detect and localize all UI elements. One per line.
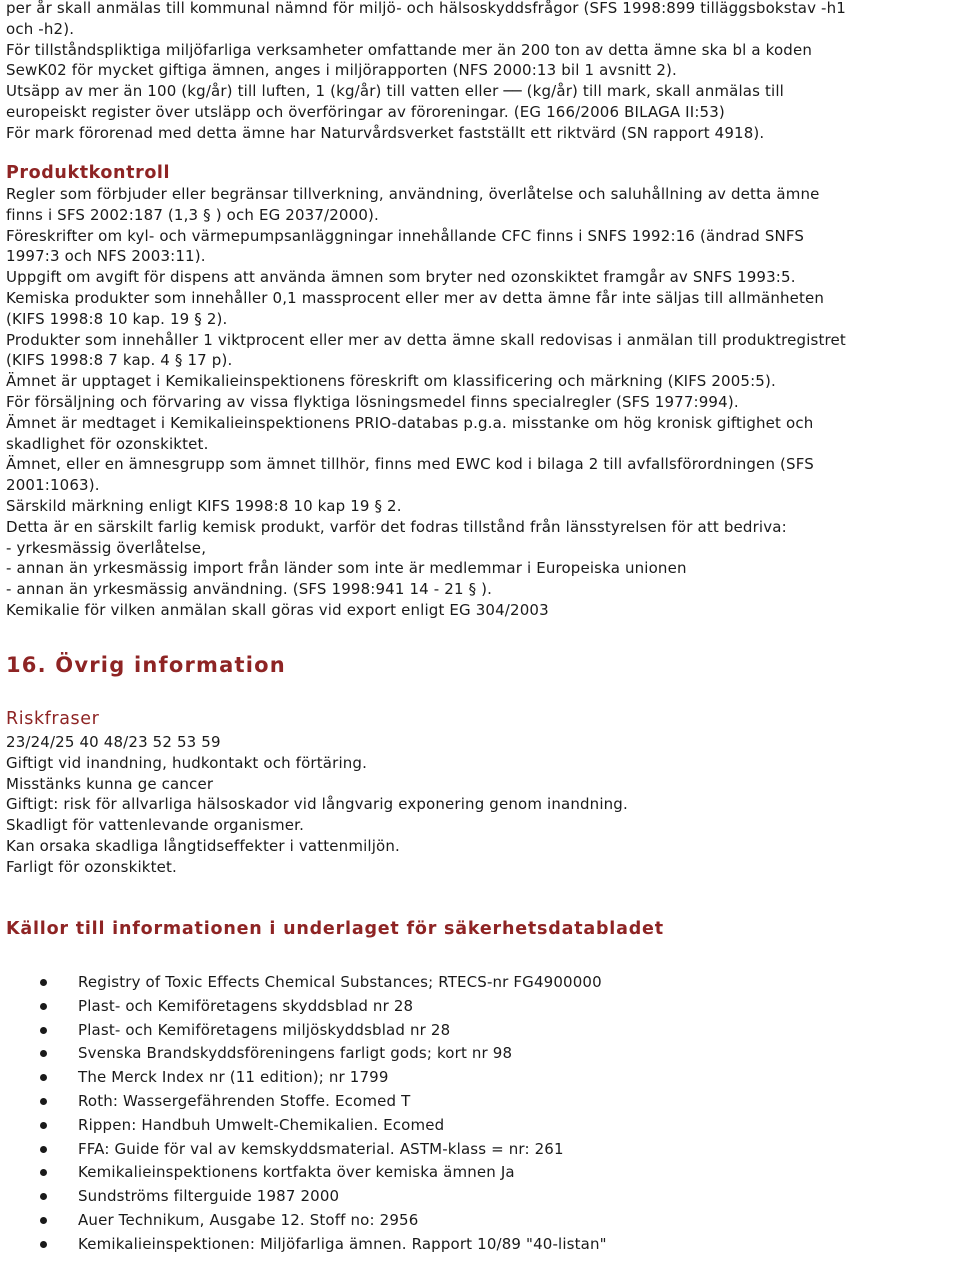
source-text: Kemikalieinspektionen: Miljöfarliga ämnen. Rapport 10/89 "40-listan" <box>78 1234 607 1253</box>
source-list-item <box>6 1066 956 1090</box>
top-line: per år skall anmälas till kommunal nämnd för miljö- och hälsoskyddsfrågor (SFS 1998:899 tilläggsbokstav -h1 <box>6 0 846 17</box>
produktkontroll-line: 2001:1063). <box>6 476 100 495</box>
bullet-icon <box>40 1122 47 1129</box>
source-text: Plast- och Kemiföretagens miljöskyddsblad nr 28 <box>78 1020 451 1039</box>
source-text: Registry of Toxic Effects Chemical Substances; RTECS-nr FG4900000 <box>78 973 602 991</box>
riskfras-line: Giftigt vid inandning, hudkontakt och förtäring. <box>6 753 368 772</box>
source-list-item <box>6 1185 956 1209</box>
source-list-item <box>6 995 956 1019</box>
produktkontroll-line: Ämnet är medtaget i Kemikalieinspektionens PRIO-databas p.g.a. misstanke om hög kronisk giftighet och <box>6 413 814 432</box>
produktkontroll-body <box>6 184 956 621</box>
riskfras-line: Misstänks kunna ge cancer <box>6 774 214 793</box>
produktkontroll-line: - annan än yrkesmässig användning. (SFS 1998:941 14 - 21 § ). <box>6 580 493 599</box>
top-line: och -h2). <box>6 19 75 38</box>
source-text: Auer Technikum, Ausgabe 12. Stoff no: 2956 <box>78 1210 419 1229</box>
top-line: För tillståndspliktiga miljöfarliga verksamheter omfattande mer än 200 ton av detta ämne ska bl a koden <box>6 40 812 59</box>
source-list-item <box>6 1042 956 1066</box>
produktkontroll-line: Uppgift om avgift för dispens att använda ämnen som bryter ned ozonskiktet framgår av SNFS 1993:5. <box>6 268 796 287</box>
produktkontroll-line: (KIFS 1998:8 7 kap. 4 § 17 p). <box>6 351 233 370</box>
source-text: Roth: Wassergefährenden Stoffe. Ecomed T <box>78 1091 411 1110</box>
section-16-heading: 16. Övrig information <box>6 653 286 677</box>
source-list-item <box>6 1138 956 1162</box>
produktkontroll-heading: Produktkontroll <box>6 163 171 183</box>
riskfras-line: 23/24/25 40 48/23 52 53 59 <box>6 733 221 751</box>
top-paragraph <box>6 0 956 144</box>
source-list-item <box>6 1114 956 1138</box>
source-text: Svenska Brandskyddsföreningens farligt gods; kort nr 98 <box>78 1044 513 1063</box>
produktkontroll-line: (KIFS 1998:8 10 kap. 19 § 2). <box>6 309 228 328</box>
bullet-icon <box>40 1098 47 1105</box>
source-list-item <box>6 1161 956 1185</box>
produktkontroll-line: Föreskrifter om kyl- och värmepumpsanläggningar innehållande CFC finns i SNFS 1992:16 (ändrad SNFS <box>6 226 805 245</box>
source-list-item <box>6 1233 956 1257</box>
produktkontroll-line: - yrkesmässig överlåtelse, <box>6 538 207 557</box>
produktkontroll-line: För försäljning och förvaring av vissa flyktiga lösningsmedel finns specialregler (SFS 1977:994). <box>6 392 739 411</box>
source-text: Plast- och Kemiföretagens skyddsblad nr 28 <box>78 996 414 1015</box>
produktkontroll-line: Detta är en särskilt farlig kemisk produkt, varför det fodras tillstånd från länsstyrelsen för att bedriva: <box>6 517 787 536</box>
source-text: The Merck Index nr (11 edition); nr 1799 <box>78 1068 389 1087</box>
produktkontroll-line: Ämnet, eller en ämnesgrupp som ämnet tillhör, finns med EWC kod i bilaga 2 till avfallsförordningen (SFS <box>6 455 814 474</box>
source-list-item <box>6 1090 956 1114</box>
bullet-icon <box>40 1146 47 1153</box>
top-line: SewK02 för mycket giftiga ämnen, anges i miljörapporten (NFS 2000:13 bil 1 avsnitt 2). <box>6 61 677 80</box>
riskfras-line: Skadligt för vattenlevande organismer. <box>6 816 304 835</box>
produktkontroll-line: Kemikalie för vilken anmälan skall göras vid export enligt EG 304/2003 <box>6 600 549 619</box>
riskfraser-heading: Riskfraser <box>6 709 100 729</box>
bullet-icon <box>40 1074 47 1081</box>
bullet-icon <box>40 1003 47 1010</box>
bullet-icon <box>40 1193 47 1200</box>
riskfraser-body <box>6 732 956 878</box>
source-list-item <box>6 971 956 995</box>
source-list-item <box>6 1209 956 1233</box>
riskfras-line: Kan orsaka skadliga långtidseffekter i vattenmiljön. <box>6 836 400 855</box>
top-line: Utsäpp av mer än 100 (kg/år) till luften, 1 (kg/år) till vatten eller ── (kg/år) till mark, skall anmälas till <box>6 82 784 101</box>
bullet-icon <box>40 1217 47 1224</box>
produktkontroll-line: Kemiska produkter som innehåller 0,1 massprocent eller mer av detta ämne får inte säljas till allmänheten <box>6 288 825 307</box>
bullet-icon <box>40 1241 47 1248</box>
top-line: För mark förorenad med detta ämne har Naturvårdsverket fastställt ett riktvärd (SN rapport 4918). <box>6 123 765 142</box>
produktkontroll-line: 1997:3 och NFS 2003:11). <box>6 247 206 266</box>
riskfras-line: Giftigt: risk för allvarliga hälsoskador vid långvarig exponering genom inandning. <box>6 795 628 814</box>
produktkontroll-line: Regler som förbjuder eller begränsar tillverkning, användning, överlåtelse och saluhållning av detta ämne <box>6 185 820 203</box>
produktkontroll-line: skadlighet för ozonskiktet. <box>6 434 209 453</box>
sources-list <box>6 971 956 1257</box>
source-text: FFA: Guide för val av kemskyddsmaterial. ASTM-klass = nr: 261 <box>78 1139 564 1158</box>
source-list-item <box>6 1019 956 1043</box>
produktkontroll-line: Ämnet är upptaget i Kemikalieinspektionens föreskrift om klassificering och märkning (KIFS 2005:5). <box>6 372 776 391</box>
source-text: Sundströms filterguide 1987 2000 <box>78 1187 340 1206</box>
produktkontroll-line: Särskild märkning enligt KIFS 1998:8 10 kap 19 § 2. <box>6 496 402 515</box>
produktkontroll-line: Produkter som innehåller 1 viktprocent eller mer av detta ämne skall redovisas i anmälan till produktregistret <box>6 330 846 349</box>
top-line: europeiskt register över utsläpp och överföringar av föroreningar. (EG 166/2006 BILAGA II:53) <box>6 102 725 121</box>
produktkontroll-line: finns i SFS 2002:187 (1,3 § ) och EG 2037/2000). <box>6 205 379 224</box>
sources-heading: Källor till informationen i underlaget för säkerhetsdatabladet <box>6 919 664 939</box>
bullet-icon <box>40 1027 47 1034</box>
source-text: Rippen: Handbuh Umwelt-Chemikalien. Ecomed <box>78 1115 445 1134</box>
bullet-icon <box>40 1050 47 1057</box>
bullet-icon <box>40 979 47 986</box>
source-text: Kemikalieinspektionens kortfakta över kemiska ämnen Ja <box>78 1163 515 1182</box>
riskfras-line: Farligt för ozonskiktet. <box>6 857 177 876</box>
produktkontroll-line: - annan än yrkesmässig import från länder som inte är medlemmar i Europeiska unionen <box>6 559 687 578</box>
bullet-icon <box>40 1169 47 1176</box>
